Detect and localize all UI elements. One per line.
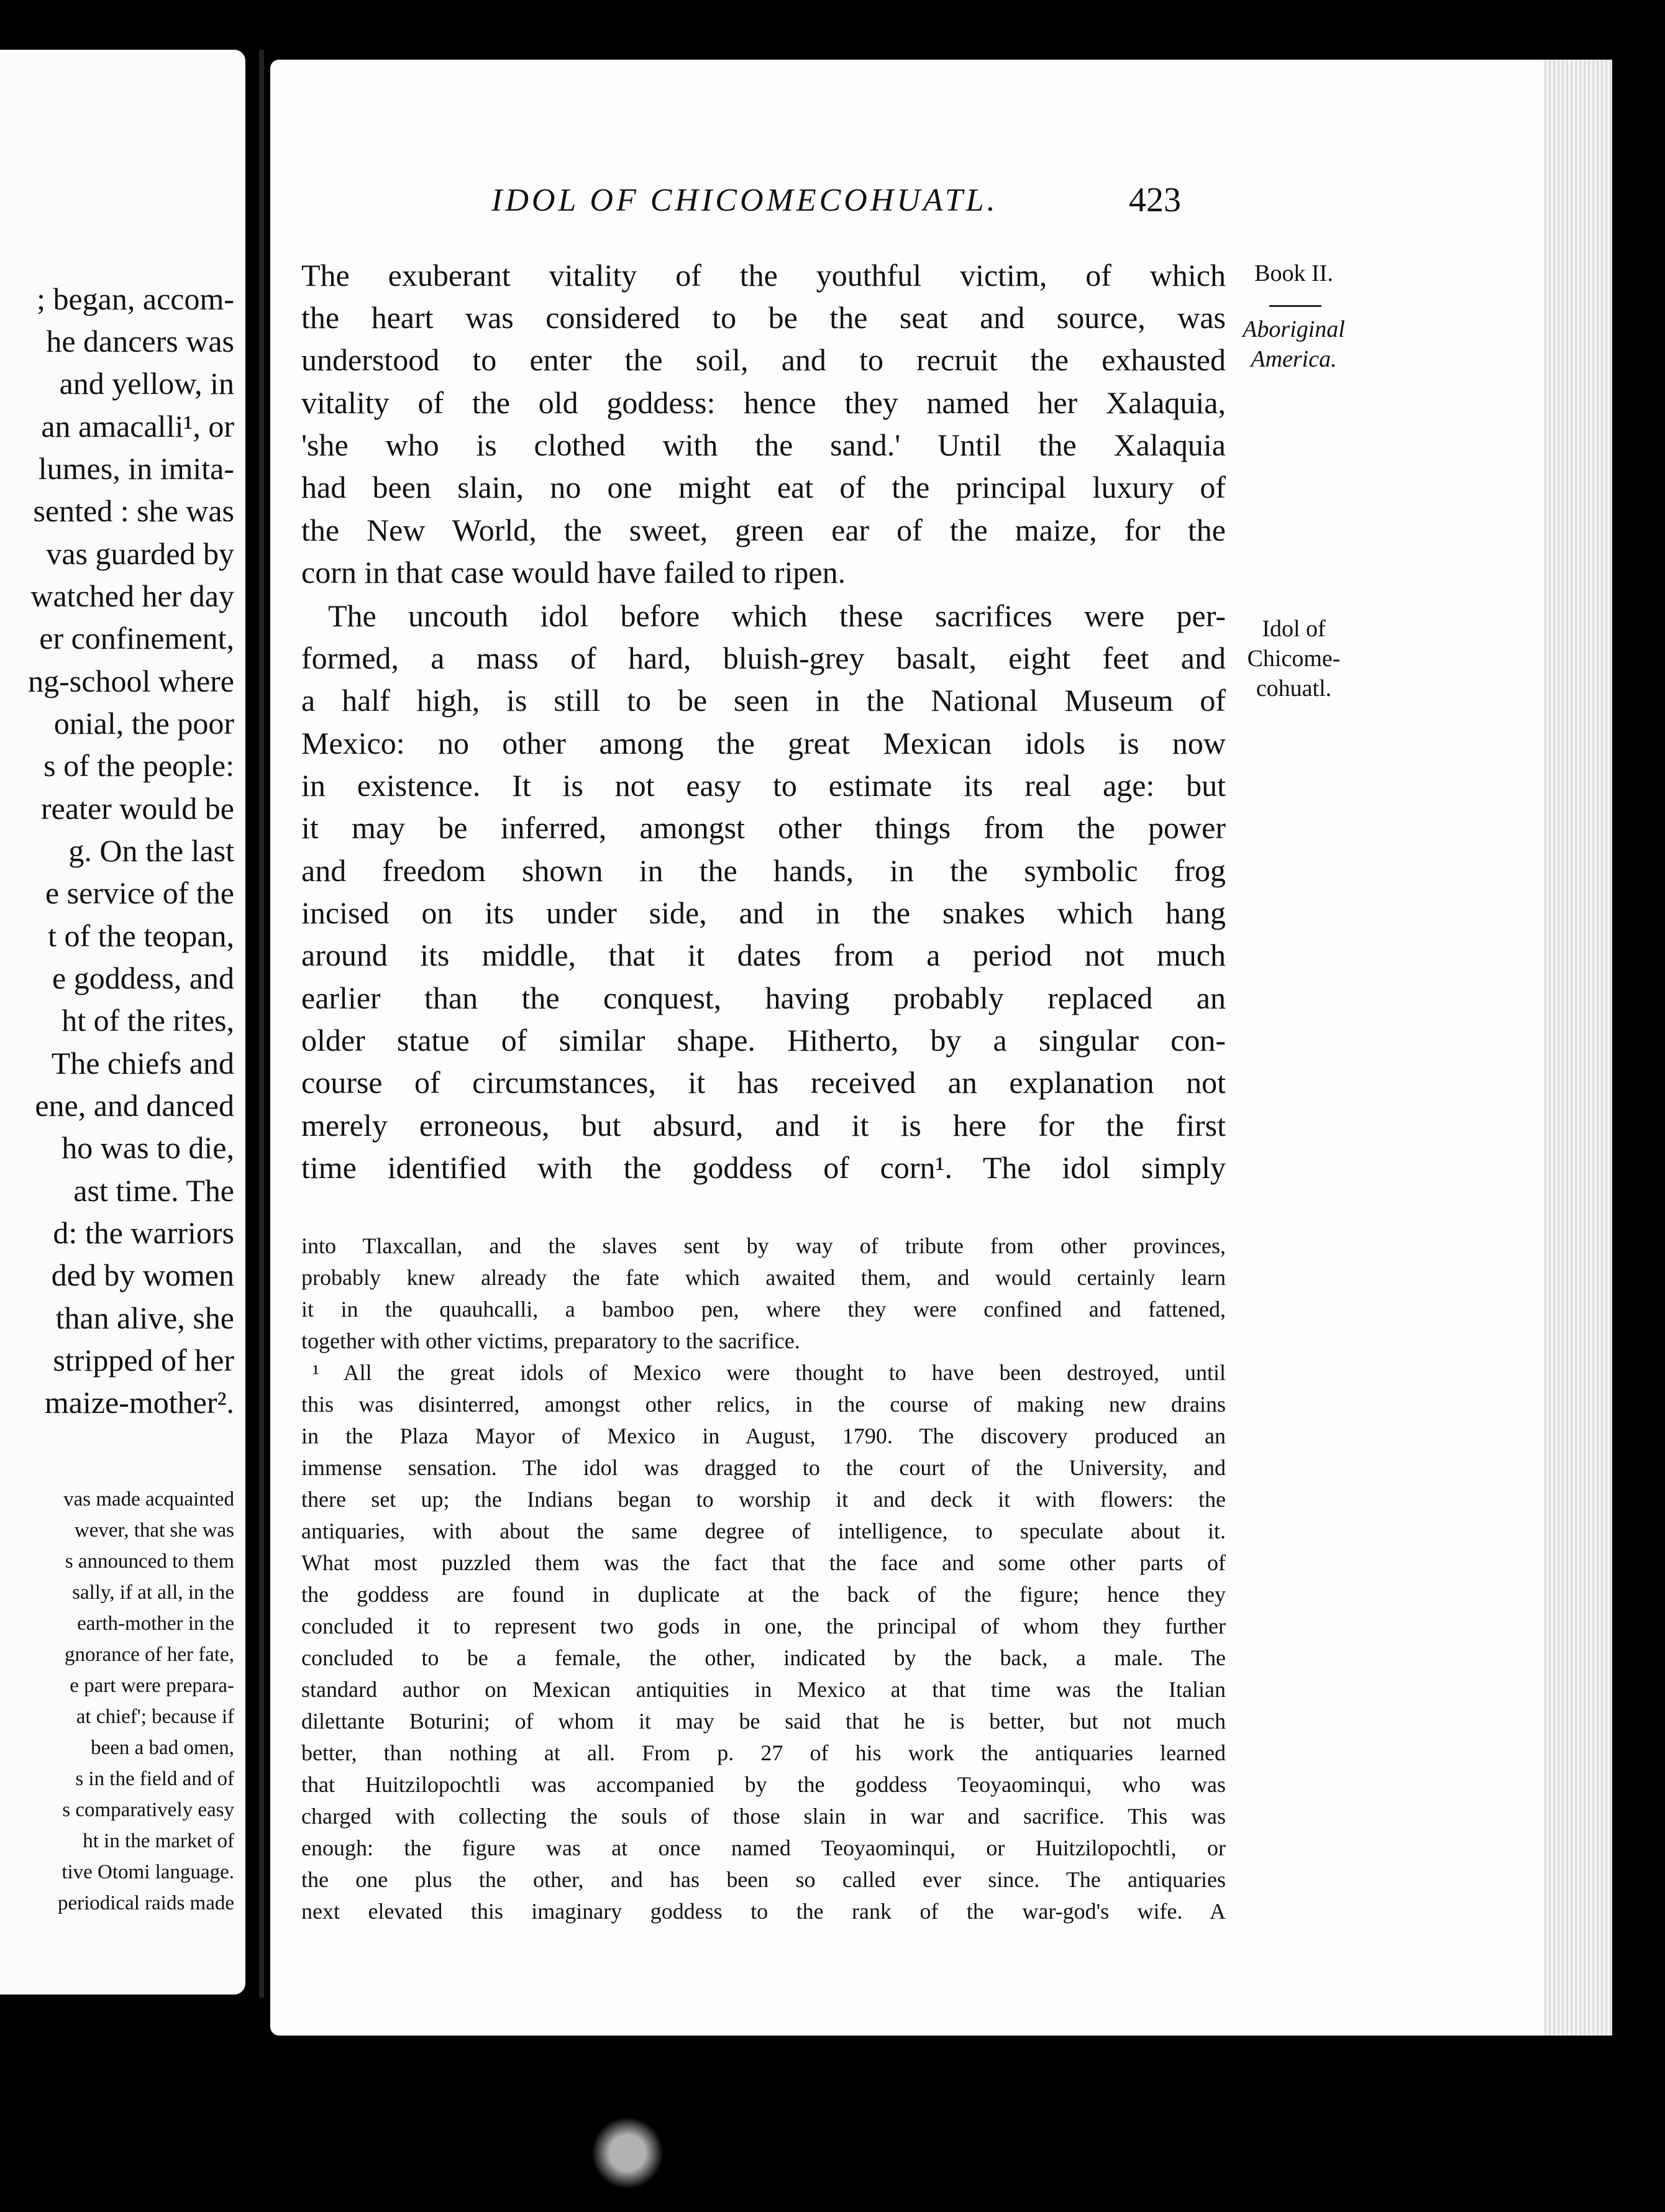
left-body-line: stripped of her <box>53 1343 234 1378</box>
margin-note-book: Book II. <box>1254 260 1333 286</box>
left-note-line: s announced to them <box>65 1550 234 1573</box>
body-line: older statue of similar shape. Hitherto, by a singular con- <box>301 1023 1226 1058</box>
left-note-line: s comparatively easy <box>62 1799 234 1821</box>
footnote-line: together with other victims, preparatory to the sacrifice. <box>301 1328 800 1353</box>
footnote-line: the one plus the other, and has been so called ever since. The antiquaries <box>301 1867 1226 1892</box>
body-line: in existence. It is not easy to estimate its real age: but <box>301 768 1226 803</box>
left-note-line: vas made acquainted <box>63 1488 234 1510</box>
left-body-line: vas guarded by <box>46 536 234 571</box>
left-body-line: The chiefs and <box>51 1046 234 1081</box>
footnote-line: standard author on Mexican antiquities in Mexico at that time was the Italian <box>301 1677 1226 1702</box>
left-note-line: e part were prepara- <box>70 1675 234 1697</box>
body-line: The exuberant vitality of the youthful victim, of which <box>301 258 1226 293</box>
body-line: The uncouth idol before which these sacrifices were per- <box>328 598 1226 633</box>
footnote-line: concluded to be a female, the other, indicated by the back, a male. The <box>301 1645 1226 1670</box>
footnote-line: charged with collecting the souls of those slain in war and sacrifice. This was <box>301 1804 1226 1829</box>
body-line: around its middle, that it dates from a period not much <box>301 938 1226 972</box>
footnote-line: probably knew already the fate which awaited them, and would certainly learn <box>301 1265 1226 1290</box>
left-body-line: and yellow, in <box>59 366 234 401</box>
footnote-line: that Huitzilopochtli was accompanied by the goddess Teoyaominqui, who was <box>301 1772 1226 1797</box>
scan-artifact <box>590 2106 665 2200</box>
left-page <box>0 50 245 1995</box>
margin-note-topic: Chicome- <box>1247 646 1341 672</box>
left-note-line: at chief'; because if <box>76 1706 234 1728</box>
left-body-line: e goddess, and <box>52 961 234 995</box>
left-body-line: ht of the rites, <box>62 1003 234 1038</box>
left-note-line: sally, if at all, in the <box>72 1581 234 1604</box>
footnote-line: immense sensation. The idol was dragged to the court of the University, and <box>301 1455 1226 1480</box>
body-line: Mexico: no other among the great Mexican idols is now <box>301 726 1226 761</box>
left-body-line: ded by women <box>51 1258 234 1292</box>
body-line: a half high, is still to be seen in the National Museum of <box>301 683 1226 718</box>
footnote-line: in the Plaza Mayor of Mexico in August, 1790. The discovery produced an <box>301 1424 1226 1448</box>
body-line: earlier than the conquest, having probably replaced an <box>301 980 1226 1015</box>
margin-note-topic: Idol of <box>1262 616 1326 642</box>
body-line: merely erroneous, but absurd, and it is here for the first <box>301 1108 1226 1143</box>
left-note-line: s in the field and of <box>75 1768 234 1790</box>
body-line: it may be inferred, amongst other things from the power <box>301 810 1226 845</box>
left-body-line: an amacalli¹, or <box>41 409 234 444</box>
footnote-line: antiquaries, with about the same degree of intelligence, to speculate about it. <box>301 1519 1226 1543</box>
footnote-line: What most puzzled them was the fact that the face and some other parts of <box>301 1550 1226 1575</box>
body-line: formed, a mass of hard, bluish-grey basalt, eight feet and <box>301 641 1226 675</box>
footnote-line: into Tlaxcallan, and the slaves sent by way of tribute from other provinces, <box>301 1233 1226 1258</box>
body-line: time identified with the goddess of corn¹. The idol simply <box>301 1150 1226 1185</box>
left-body-line: lumes, in imita- <box>38 451 234 486</box>
left-body-line: d: the warriors <box>53 1215 234 1250</box>
left-note-line: gnorance of her fate, <box>64 1643 234 1666</box>
footnote-line: next elevated this imaginary goddess to the rank of the war-god's wife. A <box>301 1899 1226 1924</box>
footnote-line: better, than nothing at all. From p. 27 of his work the antiquaries learned <box>301 1740 1226 1765</box>
left-note-line: been a bad omen, <box>91 1737 234 1759</box>
left-body-line: onial, the poor <box>53 706 234 741</box>
left-note-line: ht in the market of <box>83 1830 234 1852</box>
margin-note-section: America. <box>1251 346 1337 372</box>
left-body-line: t of the teopan, <box>48 918 234 953</box>
left-body-line: ng-school where <box>28 664 234 698</box>
body-line: had been slain, no one might eat of the principal luxury of <box>301 470 1226 505</box>
footnote-line: it in the quauhcalli, a bamboo pen, where they were confined and fattened, <box>301 1297 1226 1322</box>
body-line: 'she who is clothed with the sand.' Until the Xalaquia <box>301 427 1226 462</box>
footnote-line: the goddess are found in duplicate at the back of the figure; hence they <box>301 1582 1226 1607</box>
page-edge <box>1544 60 1612 2036</box>
body-line: vitality of the old goddess: hence they named her Xalaquia, <box>301 385 1226 420</box>
book-gutter <box>245 50 270 1998</box>
margin-note-topic: cohuatl. <box>1256 675 1332 702</box>
footnote-line: dilettante Boturini; of whom it may be said that he is better, but not much <box>301 1709 1226 1734</box>
body-line: understood to enter the soil, and to recruit the exhausted <box>301 342 1226 377</box>
left-body-line: watched her day <box>30 578 234 613</box>
left-body-line: ast time. The <box>73 1173 234 1208</box>
footnote-line: there set up; the Indians began to worship it and deck it with flowers: the <box>301 1487 1226 1512</box>
left-body-line: than alive, she <box>55 1300 234 1335</box>
left-body-line: he dancers was <box>46 324 234 359</box>
running-head: IDOL OF CHICOMECOHUATL. <box>491 183 998 218</box>
left-body-line: s of the people: <box>43 748 234 783</box>
left-note-line: periodical raids made <box>57 1892 234 1914</box>
footnote-line: enough: the figure was at once named Teoyaominqui, or Huitzilopochtli, or <box>301 1835 1226 1860</box>
right-page <box>270 60 1612 2036</box>
body-line: corn in that case would have failed to ripen. <box>301 555 846 590</box>
left-note-line: tive Otomi language. <box>62 1861 234 1883</box>
left-body-line: g. On the last <box>68 833 234 868</box>
left-body-line: ; began, accom- <box>37 281 234 316</box>
footnote-line: concluded it to represent two gods in one, the principal of whom they further <box>301 1614 1226 1638</box>
footnote-line: ¹ All the great idols of Mexico were thought to have been destroyed, until <box>312 1360 1226 1385</box>
margin-rule <box>1269 305 1321 307</box>
left-body-line: maize-mother². <box>44 1385 234 1420</box>
page-number: 423 <box>1129 181 1181 219</box>
left-body-line: e service of the <box>45 875 234 910</box>
left-body-line: sented : she was <box>33 493 234 528</box>
body-line: course of circumstances, it has received an explanation not <box>301 1065 1226 1100</box>
left-body-line: reater would be <box>41 791 234 826</box>
left-body-line: ene, and danced <box>35 1088 234 1123</box>
left-note-line: wever, that she was <box>74 1519 234 1542</box>
body-line: incised on its under side, and in the snakes which hang <box>301 895 1226 930</box>
left-note-line: earth-mother in the <box>77 1612 234 1635</box>
body-line: and freedom shown in the hands, in the symbolic frog <box>301 853 1226 888</box>
margin-note-section: Aboriginal <box>1243 316 1345 342</box>
footnote-line: this was disinterred, amongst other relics, in the course of making new drains <box>301 1392 1226 1417</box>
left-body-line: ho was to die, <box>62 1130 234 1165</box>
body-line: the New World, the sweet, green ear of the maize, for the <box>301 513 1226 547</box>
body-line: the heart was considered to be the seat and source, was <box>301 300 1226 335</box>
left-body-line: er confinement, <box>39 621 234 656</box>
